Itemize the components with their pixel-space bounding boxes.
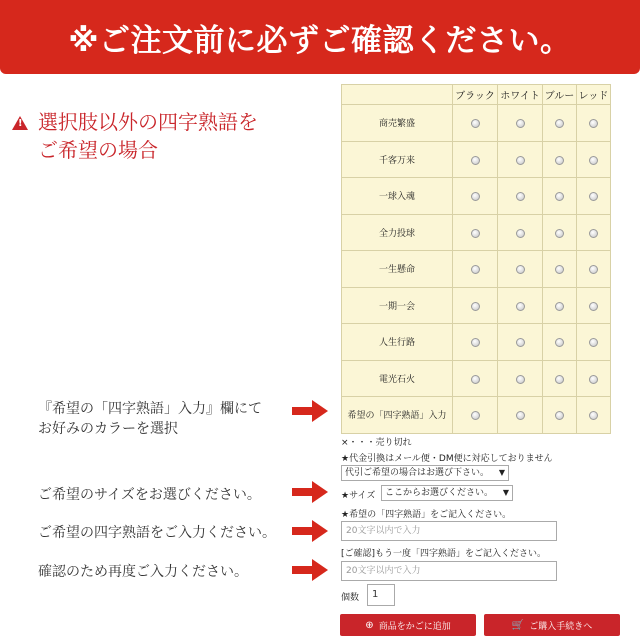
top-banner (0, 0, 640, 74)
banner-text: ※ご注文前に必ずご確認ください。 (68, 22, 572, 59)
table-row (342, 178, 611, 215)
warning-triangle-icon (12, 116, 28, 130)
idiom-label: 一生懸命 (342, 251, 453, 288)
color-radio[interactable] (589, 338, 598, 347)
notice-text: 選択肢以外の四字熟語を ご希望の場合 (38, 110, 258, 162)
color-radio[interactable] (516, 156, 525, 165)
color-radio[interactable] (589, 302, 598, 311)
confirm-idiom-input[interactable] (341, 561, 557, 581)
color-radio[interactable] (589, 375, 598, 384)
notice (12, 108, 258, 164)
idiom-label-text: ★希望の「四字熟語」をご記入ください。 (341, 510, 512, 520)
guide-size: ご希望のサイズをお選びください。 (38, 487, 261, 503)
color-header: ブラック (453, 85, 498, 105)
color-radio[interactable] (516, 338, 525, 347)
table-row (342, 251, 611, 288)
color-radio[interactable] (555, 375, 564, 384)
quantity-label: 個数 (341, 593, 360, 603)
color-radio[interactable] (471, 375, 480, 384)
color-radio[interactable] (589, 229, 598, 238)
color-radio[interactable] (516, 411, 525, 420)
guide-idiom: ご希望の四字熟語をご入力ください。 (38, 525, 276, 541)
color-radio[interactable] (471, 338, 480, 347)
table-row (342, 324, 611, 361)
table-row (342, 214, 611, 251)
color-radio[interactable] (555, 338, 564, 347)
color-radio[interactable] (471, 302, 480, 311)
color-radio[interactable] (589, 156, 598, 165)
color-radio[interactable] (516, 375, 525, 384)
chevron-down-icon: ▼ (502, 488, 509, 497)
color-radio[interactable] (471, 229, 480, 238)
add-to-cart-button[interactable] (340, 614, 476, 636)
table-row (342, 141, 611, 178)
color-radio[interactable] (589, 265, 598, 274)
right-arrow-icon (292, 520, 328, 542)
idiom-label: 人生行路 (342, 324, 453, 361)
color-radio[interactable] (555, 119, 564, 128)
color-radio[interactable] (471, 156, 480, 165)
color-radio[interactable] (471, 119, 480, 128)
guide-confirm: 確認のため再度ご入力ください。 (38, 564, 248, 580)
color-radio[interactable] (589, 411, 598, 420)
confirm-label-text: [ご確認]もう一度「四字熟語」をご記入ください。 (341, 549, 547, 559)
table-row (342, 105, 611, 142)
idiom-label: 一球入魂 (342, 178, 453, 215)
quantity-input[interactable]: 1 (367, 584, 395, 606)
plus-circle-icon: ⊕ (365, 619, 374, 631)
idiom-label: 千客万来 (342, 141, 453, 178)
soldout-note: ×・・・売り切れ (341, 438, 412, 448)
right-arrow-icon (292, 481, 328, 503)
color-radio[interactable] (471, 411, 480, 420)
color-selection-table (341, 84, 611, 434)
guide-color: 『希望の「四字熟語」入力』欄にて お好みのカラーを選択 (38, 401, 262, 437)
color-radio[interactable] (516, 229, 525, 238)
size-label: ★サイズ (341, 491, 376, 501)
cod-select[interactable] (341, 465, 509, 481)
cod-select-value: 代引ご希望の場合はお選び下さい。 (345, 468, 490, 478)
color-radio[interactable] (471, 265, 480, 274)
right-arrow-icon (292, 400, 328, 422)
chevron-down-icon: ▼ (498, 468, 505, 477)
color-radio[interactable] (555, 265, 564, 274)
size-select-value: ここからお選びください。 (385, 488, 494, 498)
color-radio[interactable] (516, 192, 525, 201)
idiom-label: 電光石火 (342, 360, 453, 397)
right-arrow-icon (292, 559, 328, 581)
color-radio[interactable] (589, 119, 598, 128)
idiom-label: 全力投球 (342, 214, 453, 251)
idiom-label: 商売繁盛 (342, 105, 453, 142)
color-radio[interactable] (555, 411, 564, 420)
table-header-row (342, 85, 611, 105)
color-radio[interactable] (471, 192, 480, 201)
color-radio[interactable] (516, 265, 525, 274)
checkout-button[interactable] (484, 614, 620, 636)
color-radio[interactable] (555, 302, 564, 311)
color-header: レッド (576, 85, 610, 105)
color-radio[interactable] (555, 156, 564, 165)
confirm-input-placeholder: 20文字以内で入力 (346, 566, 421, 576)
color-header: ブルー (543, 85, 577, 105)
checkout-label: ご購入手続きへ (529, 621, 593, 632)
idiom-input-placeholder: 20文字以内で入力 (346, 526, 421, 536)
table-row (342, 397, 611, 434)
idiom-label: 一期一会 (342, 287, 453, 324)
cart-icon: 🛒 (511, 619, 525, 631)
cod-note: ★代金引換はメール便・DM便に対応しておりません (341, 454, 553, 464)
color-header: ホワイト (498, 85, 543, 105)
table-row (342, 287, 611, 324)
idiom-label: 希望の「四字熟語」入力 (342, 397, 453, 434)
size-select[interactable] (381, 485, 513, 501)
table-row (342, 360, 611, 397)
color-radio[interactable] (555, 192, 564, 201)
color-radio[interactable] (516, 119, 525, 128)
table-header-blank (342, 85, 453, 105)
add-to-cart-label: 商品をかごに追加 (378, 621, 451, 632)
color-radio[interactable] (516, 302, 525, 311)
idiom-input[interactable] (341, 521, 557, 541)
color-radio[interactable] (589, 192, 598, 201)
color-radio[interactable] (555, 229, 564, 238)
